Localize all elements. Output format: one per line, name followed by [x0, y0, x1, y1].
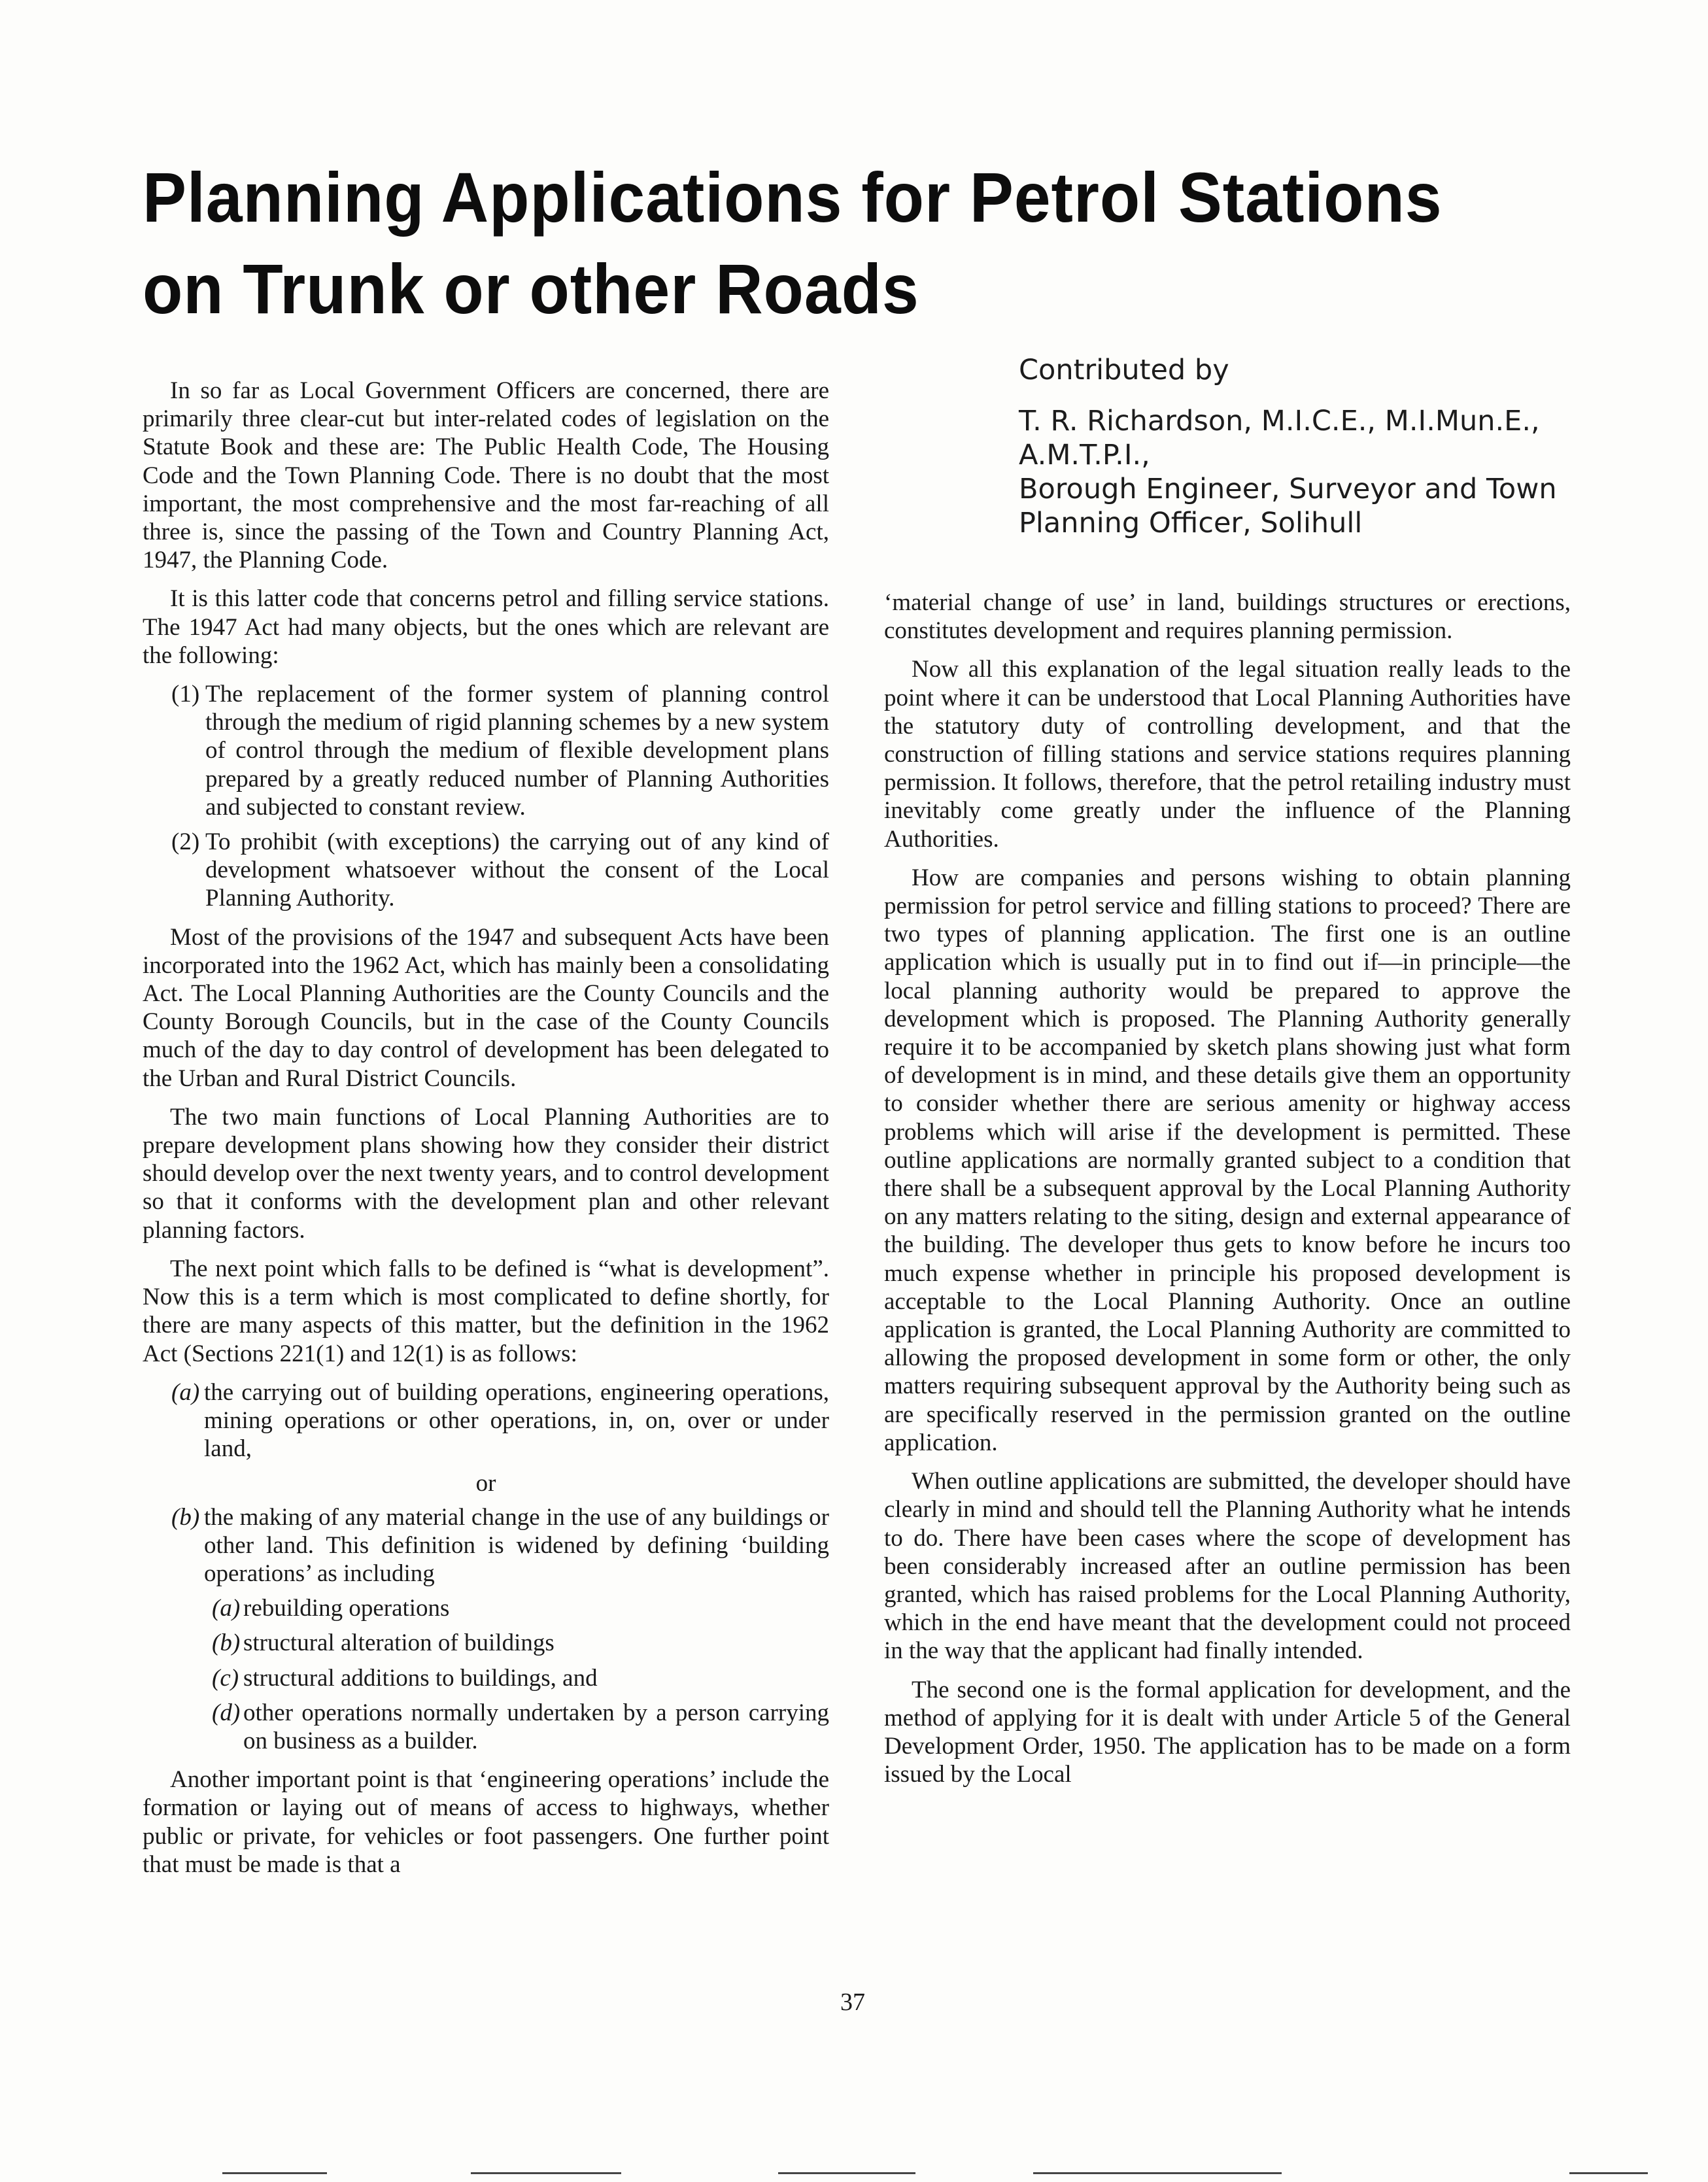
- definition-marker: (b): [171, 1503, 200, 1531]
- definition-marker: (a): [171, 1378, 200, 1406]
- contributor-role-line-1: Borough Engineer, Surveyor and Town: [1019, 473, 1557, 505]
- paragraph: Most of the provisions of the 1947 and subsequent Acts have been incorporated into the 1962 Act, which has mainly been a consolidating Act. The Local Planning Authorities are the County Councils and the County Borough Councils, but in the case of the County Councils much of the day to day control of development has been delegated to the Urban and Rural District Councils.: [143, 923, 829, 1092]
- sub-item-marker: (d): [212, 1699, 241, 1726]
- paragraph: ‘material change of use’ in land, buildings structures or erections, constitutes development and requires planning permission.: [884, 589, 1571, 645]
- sub-item-text: structural additions to buildings, and: [243, 1664, 598, 1692]
- list-item-number: (2): [171, 828, 200, 856]
- paragraph: The second one is the formal application for development, and the method of applying for it is dealt with under Article 5 of the General Development Order, 1950. The application has to be made on a form issued by the Local: [884, 1676, 1571, 1788]
- sub-item-marker: (c): [212, 1664, 239, 1692]
- contributor-role-line-2: Planning Officer, Solihull: [1019, 507, 1363, 539]
- scan-edge-mark: [471, 2172, 621, 2174]
- building-operations-list: [143, 1594, 829, 1755]
- paragraph: When outline applications are submitted, the developer should have clearly in mind and should tell the Planning Authority what he intends to do. There have been cases where the scope of development has been considerably increased after an outline permission has been granted, which has raised problems for the Local Planning Authority, which in the end have meant that the development could not proceed in the way that the applicant had finally intended.: [884, 1468, 1571, 1665]
- title-line-1: Planning Applications for Petrol Stations: [143, 158, 1443, 237]
- sub-item-text: other operations normally undertaken by a person carrying on business as a builder.: [243, 1699, 829, 1754]
- paragraph: The two main functions of Local Planning Authorities are to prepare development plans showing how they consider their district should develop over the next twenty years, and to control development so that it conforms with the development plan and other relevant planning factors.: [143, 1103, 829, 1244]
- list-item: [143, 828, 829, 913]
- definition-text: the making of any material change in the use of any buildings or other land. This definition is widened by defining ‘building operations’ as including: [204, 1503, 829, 1587]
- or-separator: or: [475, 1470, 496, 1497]
- list-item-text: The replacement of the former system of planning control through the medium of rigid planning schemes by a new system of control through the medium of flexible development plans prepared by a greatly reduced number of Planning Authorities and subjected to constant review.: [205, 681, 829, 821]
- sub-item-marker: (b): [212, 1629, 241, 1657]
- paragraph: Now all this explanation of the legal situation really leads to the point where it can be understood that Local Planning Authorities have the statutory duty of controlling development, and that the construction of filling stations and service stations requires planning permission. It follows, therefore, that the petrol retailing industry must inevitably come greatly under the influence of the Planning Authorities.: [884, 656, 1571, 853]
- list-item-text: To prohibit (with exceptions) the carrying out of any kind of development whatsoever without the consent of the Local Planning Authority.: [205, 828, 829, 912]
- paragraph: It is this latter code that concerns petrol and filling service stations. The 1947 Act had many objects, but the ones which are relevant are the following:: [143, 585, 829, 669]
- definition-item: [143, 1503, 829, 1588]
- sub-list-item: [143, 1594, 829, 1622]
- definition-item: [143, 1378, 829, 1463]
- sub-item-marker: (a): [212, 1595, 241, 1622]
- sub-list-item: [143, 1629, 829, 1657]
- contributor-name-line-2: A.M.T.P.I.,: [1019, 439, 1150, 471]
- title-line-2: on Trunk or other Roads: [143, 249, 919, 328]
- sub-list-item: [143, 1664, 829, 1692]
- sub-item-text: rebuilding operations: [243, 1595, 450, 1622]
- scan-edge-mark: [222, 2172, 327, 2174]
- right-column: [884, 588, 1571, 1799]
- paragraph: In so far as Local Government Officers are concerned, there are primarily three clear-cut but inter-related codes of legislation on the Statute Book and these are: The Public Health Code, The Housing Code and the Town Planning Code. There is no doubt that the most important, the most comprehensive and the most far-reaching of all three is, since the passing of the Town and Country Planning Act, 1947, the Planning Code.: [143, 377, 829, 574]
- left-column: [143, 377, 829, 1889]
- paragraph: Another important point is that ‘engineering operations’ include the formation or laying out of means of access to highways, whether public or private, for vehicles or foot passengers. One further point that must be made is that a: [143, 1766, 829, 1878]
- contributor-block: [1019, 353, 1647, 540]
- paragraph: How are companies and persons wishing to obtain planning permission for petrol service and filling stations to proceed? There are two types of planning application. The first one is an outline application which is usually put in to find out if—in principle—the local planning authority would be prepared to approve the development which is proposed. The Planning Authority generally require it to be accompanied by sketch plans showing just what form of development is in mind, and these details give them an opportunity to consider whether there are serious amenity or highway access problems which will arise if the development is permitted. These outline applications are normally granted subject to a condition that there shall be a subsequent approval by the Local Planning Authority on any matters relating to the siting, design and external appearance of the building. The developer thus gets to know before he incurs too much expense whether in principle his proposed development is acceptable to the Local Planning Authority. Once an outline application is granted, the Local Planning Authority are committed to allowing the proposed development in some form or other, the only matters requiring subsequent approval by the Authority being such as are specifically reserved in the permission granted on the outline application.: [884, 864, 1571, 1456]
- list-item-number: (1): [171, 681, 200, 708]
- definition-text: the carrying out of building operations, engineering operations, mining operations or other operations, in, on, over or under land,: [204, 1378, 829, 1463]
- scan-edge-mark: [778, 2172, 915, 2174]
- objects-list: [143, 680, 829, 913]
- paragraph: The next point which falls to be defined is “what is development”. Now this is a term which is most complicated to define shortly, for there are many aspects of this matter, but the definition in the 1962 Act (Sections 221(1) and 12(1) is as follows:: [143, 1255, 829, 1367]
- scan-edge-mark: [1569, 2172, 1648, 2174]
- contributor-label: Contributed by: [1019, 354, 1229, 386]
- page-number: 37: [840, 1988, 865, 2016]
- scan-edge-mark: [1033, 2172, 1282, 2174]
- list-item: [143, 680, 829, 821]
- sub-item-text: structural alteration of buildings: [243, 1629, 555, 1657]
- contributor-name-line-1: T. R. Richardson, M.I.C.E., M.I.Mun.E.,: [1019, 405, 1540, 437]
- sub-list-item: [143, 1699, 829, 1755]
- article-title: [143, 152, 1517, 335]
